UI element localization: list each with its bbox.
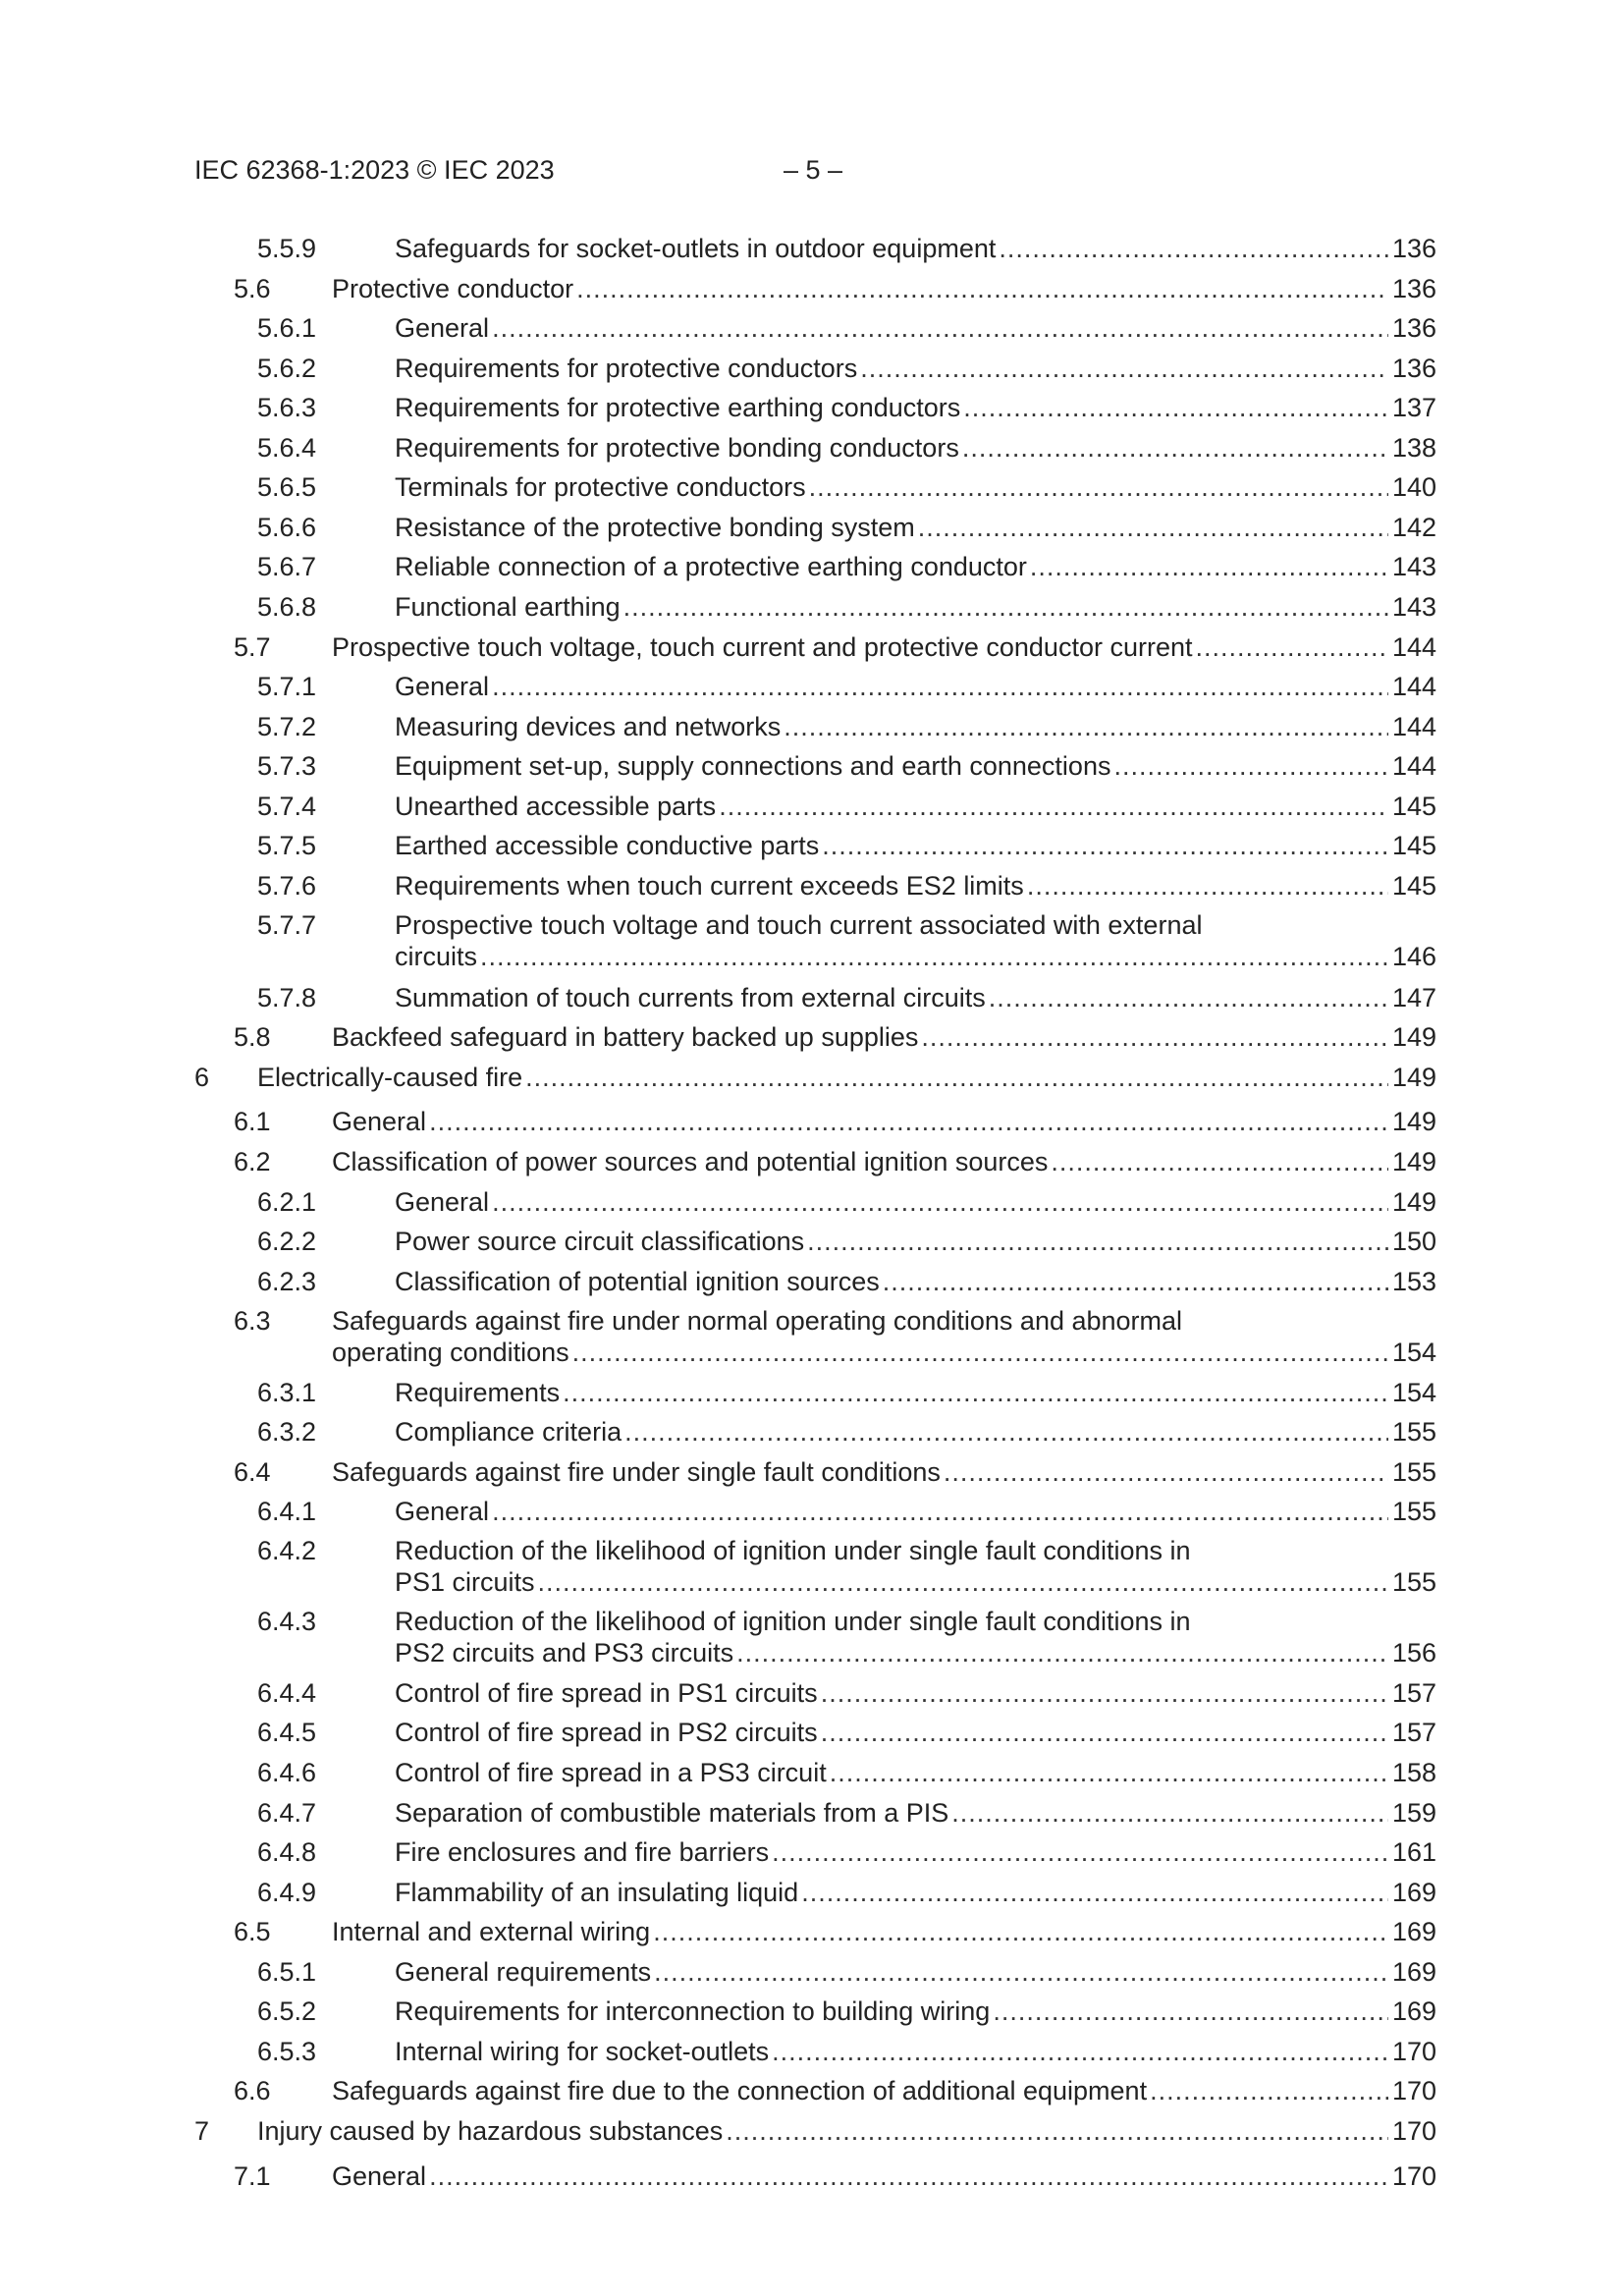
toc-entry-number: 6.4.2 [257,1536,317,1565]
toc-entry-title: General [332,1107,427,1136]
toc-entry-title: Control of fire spread in a PS3 circuit [395,1758,827,1787]
toc-entry-title: Safeguards against fire due to the connection of additional equipment [332,2076,1148,2105]
dot-leader [623,591,1388,623]
toc-entry-number: 6.3.1 [257,1378,317,1407]
toc-entry-number: 6.4 [234,1457,271,1487]
toc-entry-title-line: Safeguards against fire under normal operating conditions and abnormal [332,1306,1183,1336]
toc-entry-title: Control of fire spread in PS2 circuits [395,1718,818,1747]
toc-entry-page: 147 [1391,983,1436,1012]
toc-entry-number: 7.1 [234,2161,271,2191]
dot-leader [576,273,1388,304]
dot-leader [1027,870,1388,902]
toc-entry-page: 144 [1391,672,1436,701]
toc-entry-title: General [395,1497,490,1526]
toc-entry-page: 153 [1391,1267,1436,1296]
toc-entry-title: Classification of power sources and potential ignition sources [332,1147,1049,1176]
toc-entry-number: 6.4.1 [257,1497,317,1526]
toc-entry-page: 157 [1391,1678,1436,1708]
toc-entry-number: 5.5.9 [257,234,317,263]
dot-leader [492,1496,1388,1527]
toc-entry-page: 169 [1391,1878,1436,1907]
dot-leader [563,1377,1388,1408]
dot-leader [492,312,1388,344]
toc-entry-number: 6.5.3 [257,2037,317,2066]
toc-entry-number: 6.4.7 [257,1798,317,1828]
dot-leader [821,1677,1388,1709]
toc-entry-title: Backfeed safeguard in battery backed up supplies [332,1022,919,1052]
toc-entry-number: 5.6.5 [257,472,317,502]
toc-entry-title: General requirements [395,1957,652,1987]
toc-entry-page: 169 [1391,1917,1436,1946]
dot-leader [801,1877,1388,1908]
toc-entry-page: 158 [1391,1758,1436,1787]
toc-entry-title: Requirements for interconnection to building wiring [395,1996,991,2026]
toc-entry-page: 145 [1391,831,1436,860]
dot-leader [1030,551,1388,582]
toc-entry-number: 7 [194,2116,210,2146]
toc-entry-title: Power source circuit classifications [395,1227,805,1256]
dot-leader [654,1956,1388,1988]
dot-leader [719,791,1388,822]
toc-entry-page: 157 [1391,1718,1436,1747]
dot-leader [492,1186,1388,1218]
dot-leader [492,671,1388,702]
toc-entry-number: 5.6.1 [257,313,317,343]
toc-entry-number: 6.4.6 [257,1758,317,1787]
page-header: IEC 62368-1:2023 © IEC 2023 [194,155,555,185]
toc-entry-page: 170 [1391,2161,1436,2191]
dot-leader [429,1106,1388,1137]
toc-entry-title: Separation of combustible materials from a PIS [395,1798,949,1828]
dot-leader [480,941,1388,972]
toc-entry-number: 5.7.2 [257,712,317,741]
toc-entry-number: 5.7.4 [257,792,317,821]
toc-entry-number: 6.4.3 [257,1607,317,1636]
toc-entry-title: Safeguards for socket-outlets in outdoor equipment [395,234,997,263]
toc-entry-number: 6.4.8 [257,1837,317,1867]
toc-entry-page: 144 [1391,632,1436,662]
toc-entry-number: 5.6.3 [257,393,317,422]
toc-entry-page: 159 [1391,1798,1436,1828]
toc-entry-number: 6.5.1 [257,1957,317,1987]
toc-entry-page: 137 [1391,393,1436,422]
toc-entry-number: 6.2.1 [257,1187,317,1217]
dot-leader [989,982,1388,1013]
toc-entry-page: 169 [1391,1996,1436,2026]
toc-entry-page: 145 [1391,871,1436,901]
dot-leader [944,1456,1388,1488]
toc-entry-title: circuits [395,942,478,971]
toc-entry-title: Internal wiring for socket-outlets [395,2037,770,2066]
toc-entry-title: General [395,313,490,343]
toc-entry-title: Prospective touch voltage, touch current and protective conductor current [332,632,1193,662]
toc-entry-title: Classification of potential ignition sources [395,1267,880,1296]
dot-leader [921,1021,1388,1053]
toc-entry-page: 149 [1391,1187,1436,1217]
dot-leader [822,830,1388,861]
toc-entry-title: Unearthed accessible parts [395,792,717,821]
toc-entry-number: 6.2.2 [257,1227,317,1256]
toc-entry-page: 149 [1391,1063,1436,1092]
toc-entry-page: 149 [1391,1022,1436,1052]
toc-entry-title: Safeguards against fire under single fault conditions [332,1457,941,1487]
toc-entry-title: Functional earthing [395,592,621,622]
toc-entry-title: Earthed accessible conductive parts [395,831,820,860]
toc-entry-title-line: Reduction of the likelihood of ignition under single fault conditions in [395,1536,1191,1565]
toc-entry-title: Electrically-caused fire [257,1063,523,1092]
dot-leader [807,1226,1388,1257]
toc-entry-title: Measuring devices and networks [395,712,782,741]
toc-entry-title-line: Prospective touch voltage and touch current associated with external [395,910,1203,940]
dot-leader [726,2115,1388,2147]
dot-leader [962,432,1388,464]
toc-entry-number: 6.1 [234,1107,271,1136]
toc-entry-title: Requirements when touch current exceeds ES2 limits [395,871,1024,901]
toc-entry-title: Protective conductor [332,274,574,303]
toc-entry-number: 5.7.1 [257,672,317,701]
toc-entry-page: 155 [1391,1497,1436,1526]
dot-leader [821,1717,1388,1748]
dot-leader [883,1266,1388,1297]
toc-entry-title: PS1 circuits [395,1567,535,1597]
dot-leader [624,1416,1388,1448]
toc-entry-page: 154 [1391,1378,1436,1407]
toc-entry-title: Resistance of the protective bonding system [395,513,915,542]
toc-entry-page: 145 [1391,792,1436,821]
toc-entry-title: General [332,2161,427,2191]
toc-entry-page: 170 [1391,2037,1436,2066]
toc-entry-number: 6.4.4 [257,1678,317,1708]
toc-entry-page: 149 [1391,1107,1436,1136]
dot-leader [830,1757,1388,1788]
toc-entry-title: PS2 circuits and PS3 circuits [395,1638,734,1667]
toc-entry-page: 138 [1391,433,1436,463]
toc-entry-number: 5.8 [234,1022,271,1052]
toc-entry-page: 143 [1391,552,1436,581]
toc-entry-page: 146 [1391,942,1436,971]
toc-entry-number: 6.4.5 [257,1718,317,1747]
toc-entry-number: 5.7.5 [257,831,317,860]
dot-leader [772,1836,1388,1868]
toc-entry-page: 144 [1391,712,1436,741]
dot-leader [736,1637,1388,1668]
toc-entry-page: 170 [1391,2076,1436,2105]
dot-leader [1051,1146,1388,1177]
toc-entry-page: 156 [1391,1638,1436,1667]
toc-entry-number: 6.6 [234,2076,271,2105]
toc-entry-title: General [395,672,490,701]
toc-entry-title: Compliance criteria [395,1417,622,1447]
dot-leader [809,471,1388,503]
dot-leader [918,512,1388,543]
toc-entry-number: 5.7.7 [257,910,317,940]
toc-entry-title: Terminals for protective conductors [395,472,806,502]
toc-entry-page: 136 [1391,354,1436,383]
toc-entry-number: 6 [194,1063,210,1092]
dot-leader [860,353,1388,384]
toc-entry-page: 161 [1391,1837,1436,1867]
toc-entry-page: 142 [1391,513,1436,542]
toc-entry-page: 136 [1391,274,1436,303]
dot-leader [1113,750,1388,782]
toc-entry-title: Control of fire spread in PS1 circuits [395,1678,818,1708]
toc-entry-page: 149 [1391,1147,1436,1176]
toc-entry-title: Injury caused by hazardous substances [257,2116,724,2146]
toc-entry-title: Reliable connection of a protective earthing conductor [395,552,1027,581]
toc-entry-page: 169 [1391,1957,1436,1987]
toc-entry-title: Requirements [395,1378,561,1407]
toc-entry-number: 5.7.3 [257,751,317,781]
toc-entry-title: Internal and external wiring [332,1917,651,1946]
dot-leader [1196,631,1389,663]
dot-leader [993,1995,1388,2027]
dot-leader [653,1916,1388,1947]
toc-entry-page: 154 [1391,1338,1436,1367]
toc-entry-page: 136 [1391,234,1436,263]
toc-entry-page: 170 [1391,2116,1436,2146]
toc-entry-number: 6.5 [234,1917,271,1946]
toc-entry-title: Summation of touch currents from external circuits [395,983,986,1012]
toc-entry-number: 5.7.8 [257,983,317,1012]
toc-entry-number: 6.2 [234,1147,271,1176]
toc-entry-number: 5.6.4 [257,433,317,463]
dot-leader [525,1062,1388,1093]
toc-entry-page: 144 [1391,751,1436,781]
dot-leader [772,2036,1388,2067]
dot-leader [963,392,1388,423]
toc-entry-number: 6.4.9 [257,1878,317,1907]
dot-leader [784,711,1388,742]
toc-entry-page: 155 [1391,1457,1436,1487]
dot-leader [999,233,1388,264]
toc-entry-number: 5.6.6 [257,513,317,542]
toc-entry-number: 5.6.2 [257,354,317,383]
toc-entry-title: Flammability of an insulating liquid [395,1878,799,1907]
toc-entry-number: 5.6.8 [257,592,317,622]
toc-entry-title: Requirements for protective conductors [395,354,858,383]
dot-leader [429,2160,1388,2192]
toc-entry-title: Requirements for protective earthing conductors [395,393,961,422]
toc-entry-page: 143 [1391,592,1436,622]
toc-entry-number: 6.2.3 [257,1267,317,1296]
toc-entry-page: 136 [1391,313,1436,343]
toc-entry-title: Equipment set-up, supply connections and earth connections [395,751,1111,781]
toc-entry-page: 155 [1391,1417,1436,1447]
dot-leader [951,1797,1388,1829]
dot-leader [1150,2075,1388,2106]
toc-entry-number: 5.6.7 [257,552,317,581]
toc-entry-page: 140 [1391,472,1436,502]
toc-entry-title: General [395,1187,490,1217]
toc-entry-page: 150 [1391,1227,1436,1256]
toc-entry-number: 6.3.2 [257,1417,317,1447]
toc-entry-number: 6.3 [234,1306,271,1336]
toc-entry-number: 5.6 [234,274,271,303]
toc-entry-title-line: Reduction of the likelihood of ignition under single fault conditions in [395,1607,1191,1636]
toc-entry-number: 5.7.6 [257,871,317,901]
toc-entry-number: 5.7 [234,632,271,662]
dot-leader [572,1337,1388,1368]
toc-entry-number: 6.5.2 [257,1996,317,2026]
toc-entry-title: Requirements for protective bonding conductors [395,433,959,463]
toc-entry-page: 155 [1391,1567,1436,1597]
toc-entry-title: operating conditions [332,1338,569,1367]
dot-leader [538,1566,1388,1598]
page-number: – 5 – [784,155,843,185]
toc-entry-title: Fire enclosures and fire barriers [395,1837,770,1867]
